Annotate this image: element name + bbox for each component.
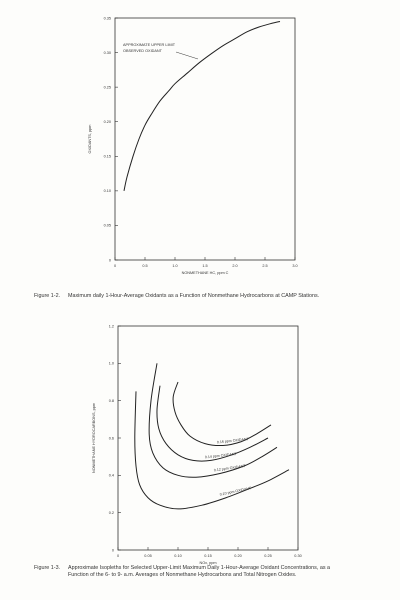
isopleth-curve-0 — [135, 391, 289, 509]
annotation-line-1: APPROXIMATE UPPER LIMIT — [123, 43, 176, 47]
fig1-x-tick-label: 2.5 — [262, 264, 268, 268]
fig2-y-tick-label: 0.8 — [108, 398, 114, 403]
fig1-y-tick-label: 0.25 — [103, 85, 111, 90]
fig2-x-tick-label: 0.30 — [294, 554, 302, 558]
figure-number: Figure 1-2. — [34, 293, 61, 299]
x-ticks — [117, 547, 302, 558]
xlabel: NOx, ppm — [199, 561, 217, 565]
fig2-x-tick-label: 0.15 — [204, 554, 212, 558]
fig2-y-tick-label: 0.6 — [108, 436, 114, 441]
figure-1-2-caption — [34, 293, 394, 301]
figure-1-3-caption — [34, 565, 396, 583]
fig1-x-tick-label: 2.0 — [232, 264, 238, 268]
fig2-x-tick-label: 0 — [116, 554, 120, 558]
fig1-y-tick-label: 0.10 — [103, 189, 111, 194]
fig2-y-tick-label: 1.0 — [108, 361, 114, 366]
fig2-y-tick-label: 0 — [111, 548, 114, 553]
curve-label: 0.14 ppm OXIDANT — [204, 452, 237, 460]
fig1-y-tick-label: 0.20 — [103, 120, 111, 125]
curve-label: 0.10 ppm OXIDANT — [219, 486, 252, 497]
fig2-y-tick-label: 1.2 — [108, 324, 114, 329]
fig1-y-tick-label: 0.05 — [103, 223, 111, 228]
fig1-x-tick-label: 3.0 — [292, 264, 298, 268]
ylabel: OXIDANTS, ppm — [88, 124, 92, 154]
fig1-x-tick-label: 0.5 — [142, 264, 148, 268]
curve-label: 0.16 ppm OXIDANT — [216, 437, 249, 445]
fig2-y-tick-label: 0.2 — [108, 510, 114, 515]
chart-oxidant-isopleths — [0, 310, 400, 565]
fig1-y-tick-label: 0.15 — [103, 154, 111, 159]
curve-label: 0.12 ppm OXIDANT — [213, 464, 246, 473]
figure-number: Figure 1-3. — [34, 565, 61, 571]
x-ticks — [114, 257, 298, 268]
figure-caption-line-1: Approximate Isopleths for Selected Upper-Limit Maximum Daily 1-Hour-Average Oxidant Concentrations, as a — [68, 565, 331, 571]
fig2-y-tick-label: 0.4 — [108, 473, 114, 478]
fig2-x-tick-label: 0.05 — [144, 554, 152, 558]
ylabel: NONMETHANE HYDROCARBONS, ppm — [92, 402, 96, 474]
y-ticks — [109, 324, 121, 552]
fig2-x-tick-label: 0.10 — [174, 554, 182, 558]
fig1-x-tick-label: 1.0 — [172, 264, 178, 268]
fig1-y-tick-label: 0.30 — [103, 50, 111, 55]
fig2-x-tick-label: 0.25 — [264, 554, 272, 558]
figure-caption-line-2: Function of the 6- to 9- a.m. Averages of Nonmethane Hydrocarbons and Total Nitrogen Oxides. — [68, 572, 297, 578]
y-ticks — [104, 16, 118, 262]
fig1-y-tick-label: 0 — [108, 258, 111, 263]
curve-labels — [205, 437, 253, 497]
isopleth-curves — [135, 363, 289, 509]
xlabel: NONMETHANE HC, ppm C — [181, 271, 229, 275]
fig1-x-tick-label: 0 — [113, 264, 117, 268]
annotation-line-2: OBSERVED OXIDANT — [123, 49, 162, 53]
chart-oxidants-vs-hydrocarbons — [0, 0, 400, 292]
plot-frame — [118, 326, 298, 550]
plot-frame — [115, 18, 295, 260]
figure-caption-text: Maximum daily 1-Hour-Average Oxidants as a Function of Nonmethane Hydrocarbons at CAMP Stations. — [68, 293, 320, 299]
fig1-x-tick-label: 1.5 — [202, 264, 208, 268]
fig2-x-tick-label: 0.20 — [234, 554, 242, 558]
fig1-y-tick-label: 0.35 — [103, 16, 111, 21]
isopleth-curve-3 — [173, 382, 271, 446]
annotation-leader — [176, 52, 198, 59]
